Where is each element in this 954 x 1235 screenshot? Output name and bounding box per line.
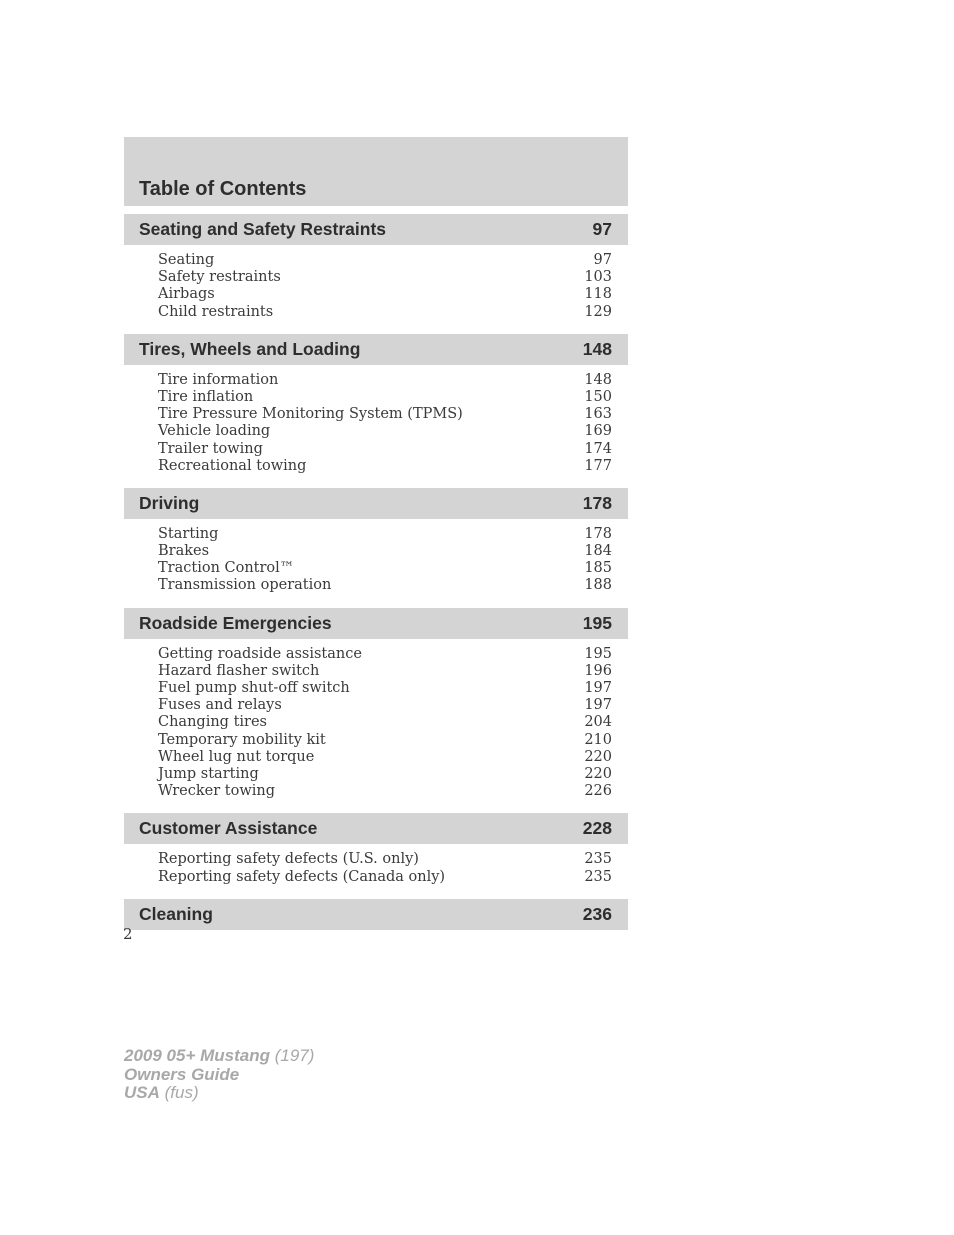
entry-page: 169 bbox=[584, 423, 612, 440]
entry-page: 235 bbox=[584, 851, 612, 868]
entry-page: 220 bbox=[584, 748, 612, 765]
footer-model: 2009 05+ Mustang bbox=[124, 1046, 270, 1065]
entry-label: Brakes bbox=[158, 543, 210, 560]
section-gap bbox=[124, 206, 628, 214]
entry-page: 97 bbox=[593, 252, 612, 268]
toc-entry[interactable] bbox=[158, 304, 612, 321]
entry-label: Recreational towing bbox=[158, 457, 307, 474]
toc-entry[interactable] bbox=[158, 697, 612, 714]
entry-label: Child restraints bbox=[158, 303, 274, 320]
section-entries bbox=[124, 844, 628, 890]
toc-entry[interactable] bbox=[158, 663, 612, 680]
entry-page: 103 bbox=[584, 269, 612, 286]
entry-page: 196 bbox=[584, 662, 612, 679]
entry-label: Tire inflation bbox=[158, 388, 254, 405]
section-gap bbox=[124, 326, 628, 334]
toc-sections bbox=[124, 206, 628, 930]
toc-entry[interactable] bbox=[158, 646, 612, 663]
section-entries bbox=[124, 519, 628, 600]
entry-label: Airbags bbox=[158, 286, 215, 303]
section-title: Driving bbox=[139, 492, 200, 513]
toc-entry[interactable] bbox=[158, 252, 612, 269]
entry-page: 185 bbox=[584, 560, 612, 577]
entry-page: 148 bbox=[584, 371, 612, 388]
entry-label: Wheel lug nut torque bbox=[158, 748, 315, 765]
section-header[interactable] bbox=[124, 214, 628, 245]
entry-label: Vehicle loading bbox=[158, 423, 271, 440]
toc-header bbox=[124, 137, 628, 206]
section-gap bbox=[124, 805, 628, 813]
footer-market: USA bbox=[124, 1083, 160, 1102]
entry-page: 178 bbox=[584, 525, 612, 542]
section-title: Seating and Safety Restraints bbox=[139, 219, 387, 239]
toc-title: Table of Contents bbox=[139, 178, 307, 200]
section-title: Customer Assistance bbox=[139, 818, 318, 839]
entry-page: 197 bbox=[584, 697, 612, 714]
entry-label: Fuses and relays bbox=[158, 697, 282, 714]
toc-entry[interactable] bbox=[158, 732, 612, 749]
entry-page: 118 bbox=[584, 286, 612, 303]
section-header[interactable] bbox=[124, 899, 628, 930]
toc-entry[interactable] bbox=[158, 441, 612, 458]
footer-guide: Owners Guide bbox=[124, 1064, 240, 1084]
entry-page: 195 bbox=[584, 645, 612, 662]
toc-entry[interactable] bbox=[158, 783, 612, 800]
section-header[interactable] bbox=[124, 334, 628, 365]
toc-entry[interactable] bbox=[158, 286, 612, 303]
entry-label: Transmission operation bbox=[158, 577, 332, 594]
footer-model-code: (197) bbox=[274, 1046, 315, 1065]
entry-label: Getting roadside assistance bbox=[158, 645, 362, 662]
entry-page: 174 bbox=[584, 440, 612, 457]
entry-page: 129 bbox=[584, 303, 612, 320]
entry-page: 220 bbox=[584, 765, 612, 782]
entry-page: 188 bbox=[584, 577, 612, 594]
page-number: 2 bbox=[123, 925, 133, 943]
entry-label: Reporting safety defects (U.S. only) bbox=[158, 851, 419, 868]
entry-label: Fuel pump shut-off switch bbox=[158, 680, 350, 696]
toc-entry[interactable] bbox=[158, 372, 612, 389]
footer-line-2 bbox=[124, 1066, 314, 1085]
section-title: Roadside Emergencies bbox=[139, 612, 332, 633]
section-header[interactable] bbox=[124, 813, 628, 844]
entry-page: 226 bbox=[584, 783, 612, 800]
toc-entry[interactable] bbox=[158, 680, 612, 697]
entry-page: 150 bbox=[584, 388, 612, 405]
section-gap bbox=[124, 480, 628, 488]
entry-label: Starting bbox=[158, 525, 219, 542]
toc-entry[interactable] bbox=[158, 526, 612, 543]
toc-entry[interactable] bbox=[158, 560, 612, 577]
toc-entry[interactable] bbox=[158, 714, 612, 731]
toc-entry[interactable] bbox=[158, 423, 612, 440]
section-title: Tires, Wheels and Loading bbox=[139, 338, 361, 359]
footer bbox=[124, 1047, 314, 1103]
footer-line-1 bbox=[124, 1047, 314, 1066]
entry-label: Reporting safety defects (Canada only) bbox=[158, 868, 446, 885]
entry-page: 210 bbox=[584, 731, 612, 748]
toc-entry[interactable] bbox=[158, 869, 612, 886]
section-page: 195 bbox=[582, 612, 612, 633]
section-header[interactable] bbox=[124, 608, 628, 639]
toc-entry[interactable] bbox=[158, 269, 612, 286]
section-page: 148 bbox=[582, 338, 612, 359]
entry-label: Traction Control™ bbox=[158, 560, 295, 577]
section-page: 236 bbox=[582, 903, 612, 924]
table-of-contents bbox=[124, 137, 628, 930]
section-page: 97 bbox=[592, 219, 612, 239]
footer-market-code: (fus) bbox=[164, 1083, 199, 1102]
section-page: 228 bbox=[582, 818, 612, 839]
footer-line-3 bbox=[124, 1084, 314, 1103]
toc-entry[interactable] bbox=[158, 458, 612, 475]
entry-label: Wrecker towing bbox=[158, 783, 276, 800]
entry-label: Tire Pressure Monitoring System (TPMS) bbox=[158, 406, 463, 423]
section-entries bbox=[124, 365, 628, 480]
entry-label: Hazard flasher switch bbox=[158, 662, 320, 679]
section-gap bbox=[124, 600, 628, 608]
entry-label: Safety restraints bbox=[158, 269, 281, 286]
section-header[interactable] bbox=[124, 488, 628, 519]
toc-entry[interactable] bbox=[158, 766, 612, 783]
section-title: Cleaning bbox=[139, 903, 213, 924]
toc-entry[interactable] bbox=[158, 543, 612, 560]
entry-label: Trailer towing bbox=[158, 440, 263, 457]
section-entries bbox=[124, 639, 628, 806]
toc-entry[interactable] bbox=[158, 577, 612, 594]
toc-entry[interactable] bbox=[158, 851, 612, 868]
entry-page: 197 bbox=[584, 680, 612, 696]
entry-page: 235 bbox=[584, 868, 612, 885]
section-entries bbox=[124, 245, 628, 326]
toc-entry[interactable] bbox=[158, 389, 612, 406]
toc-entry[interactable] bbox=[158, 406, 612, 423]
entry-label: Jump starting bbox=[158, 765, 259, 782]
entry-label: Changing tires bbox=[158, 714, 267, 731]
entry-label: Tire information bbox=[158, 371, 279, 388]
entry-page: 204 bbox=[584, 714, 612, 731]
entry-page: 177 bbox=[584, 457, 612, 474]
toc-entry[interactable] bbox=[158, 749, 612, 766]
section-gap bbox=[124, 891, 628, 899]
entry-label: Seating bbox=[158, 252, 215, 268]
section-page: 178 bbox=[582, 492, 612, 513]
entry-page: 184 bbox=[584, 543, 612, 560]
entry-page: 163 bbox=[584, 406, 612, 423]
entry-label: Temporary mobility kit bbox=[158, 731, 326, 748]
